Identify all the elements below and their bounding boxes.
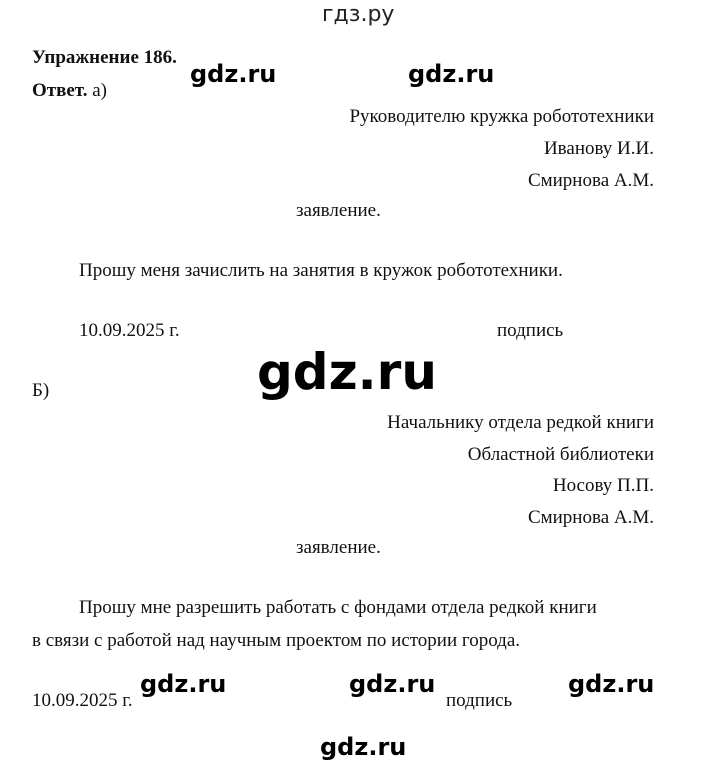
part-a-signature: подпись bbox=[497, 320, 564, 341]
answer-line bbox=[32, 80, 107, 102]
watermark: gdz.ru bbox=[408, 60, 495, 88]
part-a-addressee-line-2: Иванову И.И. bbox=[543, 138, 654, 159]
part-a-body: Прошу меня зачислить на занятия в кружок робототехники. bbox=[79, 260, 563, 281]
watermark: gdz.ru bbox=[140, 670, 227, 698]
part-b-date: 10.09.2025 г. bbox=[32, 690, 133, 711]
part-a-addressee-line-1: Руководителю кружка робототехники bbox=[349, 106, 654, 127]
answer-label: Ответ. bbox=[32, 80, 88, 101]
watermark: gdz.ru bbox=[190, 60, 277, 88]
part-a-marker: а) bbox=[92, 80, 107, 101]
part-a-date: 10.09.2025 г. bbox=[79, 320, 180, 341]
part-b-signature: подпись bbox=[446, 690, 513, 711]
site-title: гдз.ру bbox=[322, 2, 395, 27]
watermark: gdz.ru bbox=[568, 670, 655, 698]
part-b-addressee-line-2: Областной библиотеки bbox=[467, 444, 654, 465]
part-a-sender: Смирнова А.М. bbox=[527, 170, 654, 191]
watermark: gdz.ru bbox=[257, 343, 437, 401]
part-b-doc-type: заявление. bbox=[296, 537, 381, 558]
part-b-addressee-line-1: Начальнику отдела редкой книги bbox=[387, 412, 654, 433]
exercise-title: Упражнение 186. bbox=[32, 47, 177, 68]
part-b-sender: Смирнова А.М. bbox=[527, 507, 654, 528]
watermark: gdz.ru bbox=[349, 670, 436, 698]
part-b-addressee-line-3: Носову П.П. bbox=[552, 475, 654, 496]
part-b-body-line-1: Прошу мне разрешить работать с фондами отдела редкой книги bbox=[79, 597, 597, 618]
watermark: gdz.ru bbox=[320, 733, 407, 761]
part-a-doc-type: заявление. bbox=[296, 200, 381, 221]
part-b-marker: Б) bbox=[32, 380, 50, 401]
part-b-body-line-2: в связи с работой над научным проектом по истории города. bbox=[32, 630, 521, 651]
